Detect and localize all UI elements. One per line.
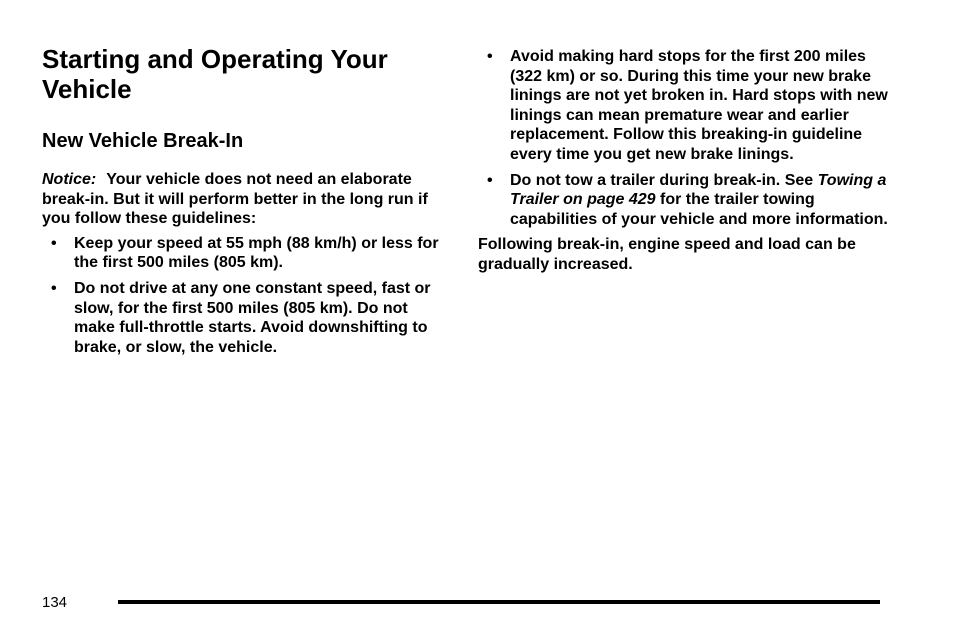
page-title: Starting and Operating Your Vehicle — [42, 44, 388, 104]
section-heading: New Vehicle Break-In — [42, 130, 244, 152]
bullet-marker: • — [51, 234, 57, 252]
bullet-marker: • — [51, 279, 57, 297]
notice-paragraph — [42, 170, 447, 229]
left-column — [42, 44, 447, 363]
list-item — [478, 171, 888, 230]
right-column — [478, 47, 888, 275]
list-item-text: Do not drive at any one constant speed, fast or slow, for the first 500 miles (805 km). Do not make full-throttle starts. Avoid downshifting to brake, or slow, the vehicle. — [74, 279, 431, 356]
following-break-in-paragraph: Following break-in, engine speed and load can be gradually increased. — [478, 236, 856, 273]
footer-divider — [118, 600, 880, 604]
bullet-marker: • — [487, 48, 493, 65]
page-reference-link[interactable]: Towing a Trailer on page 429 — [510, 171, 887, 209]
break-in-guidelines-list-right — [478, 47, 888, 229]
list-item-text: Keep your speed at 55 mph (88 km/h) or less for the first 500 miles (805 km). — [74, 234, 439, 272]
list-item — [42, 279, 447, 357]
list-item — [42, 234, 447, 273]
list-item — [478, 47, 888, 165]
page-number: 134 — [42, 594, 68, 611]
list-item-text: Avoid making hard stops for the first 200 miles (322 km) or so. During this time your new brake linings are not yet broken in. Hard stops with new linings can mean premature wear and earlier replacement. Follow this breaking-in guideline every time you get new brake linings. — [510, 48, 888, 163]
list-item-text-before: Do not tow a trailer during break-in. See — [510, 171, 814, 189]
break-in-guidelines-list-left — [42, 234, 447, 358]
notice-text: Your vehicle does not need an elaborate break-in. But it will perform better in the long run if you follow these guidelines: — [42, 171, 428, 228]
list-item-text-after: for the trailer towing capabilities of your vehicle and more information. — [510, 191, 888, 228]
bullet-marker: • — [487, 171, 493, 189]
notice-label: Notice: — [42, 171, 97, 188]
